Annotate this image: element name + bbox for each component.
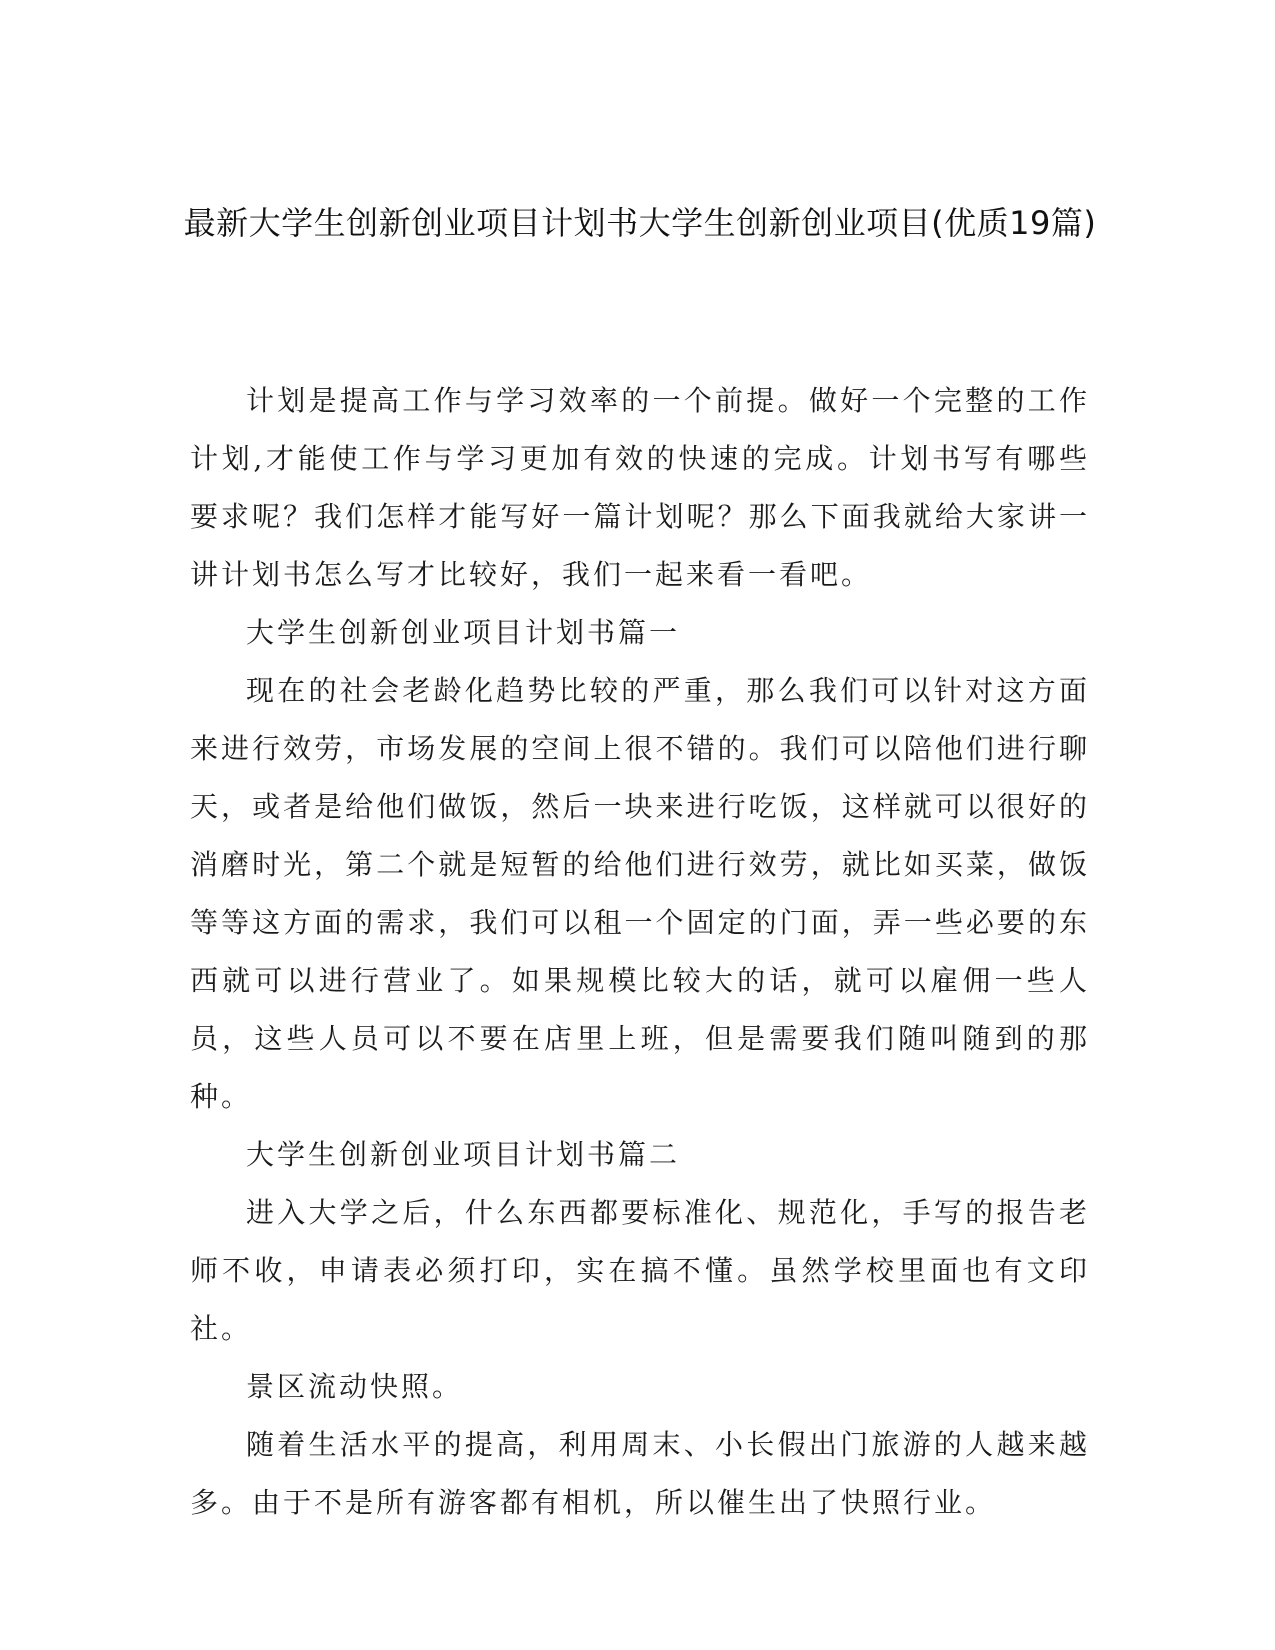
document-body: [190, 372, 1090, 1532]
section-heading-1: 大学生创新创业项目计划书篇一: [246, 616, 681, 649]
paragraph-intro: 计划是提高工作与学习效率的一个前提。做好一个完整的工作计划,才能使工作与学习更加有效的快速的完成。计划书写有哪些要求呢？我们怎样才能写好一篇计划呢？那么下面我就给大家讲一讲计划书怎么写才比较好，我们一起来看一看吧。: [190, 384, 1090, 591]
document-title: 最新大学生创新创业项目计划书大学生创新创业项目(优质19篇): [183, 204, 1097, 242]
paragraph-section-2: 进入大学之后，什么东西都要标准化、规范化，手写的报告老师不收，申请表必须打印，实在搞不懂。虽然学校里面也有文印社。: [190, 1196, 1090, 1345]
section-heading-2: 大学生创新创业项目计划书篇二: [246, 1138, 681, 1171]
paragraph-scenic-snapshot: 景区流动快照。: [246, 1370, 464, 1403]
paragraph-section-1: 现在的社会老龄化趋势比较的严重，那么我们可以针对这方面来进行效劳，市场发展的空间上很不错的。我们可以陪他们进行聊天，或者是给他们做饭，然后一块来进行吃饭，这样就可以很好的消磨时光，第二个就是短暂的给他们进行效劳，就比如买菜，做饭等等这方面的需求，我们可以租一个固定的门面，弄一些必要的东西就可以进行营业了。如果规模比较大的话，就可以雇佣一些人员，这些人员可以不要在店里上班，但是需要我们随叫随到的那种。: [190, 674, 1090, 1113]
paragraph-tourism: 随着生活水平的提高，利用周末、小长假出门旅游的人越来越多。由于不是所有游客都有相机，所以催生出了快照行业。: [190, 1428, 1090, 1519]
